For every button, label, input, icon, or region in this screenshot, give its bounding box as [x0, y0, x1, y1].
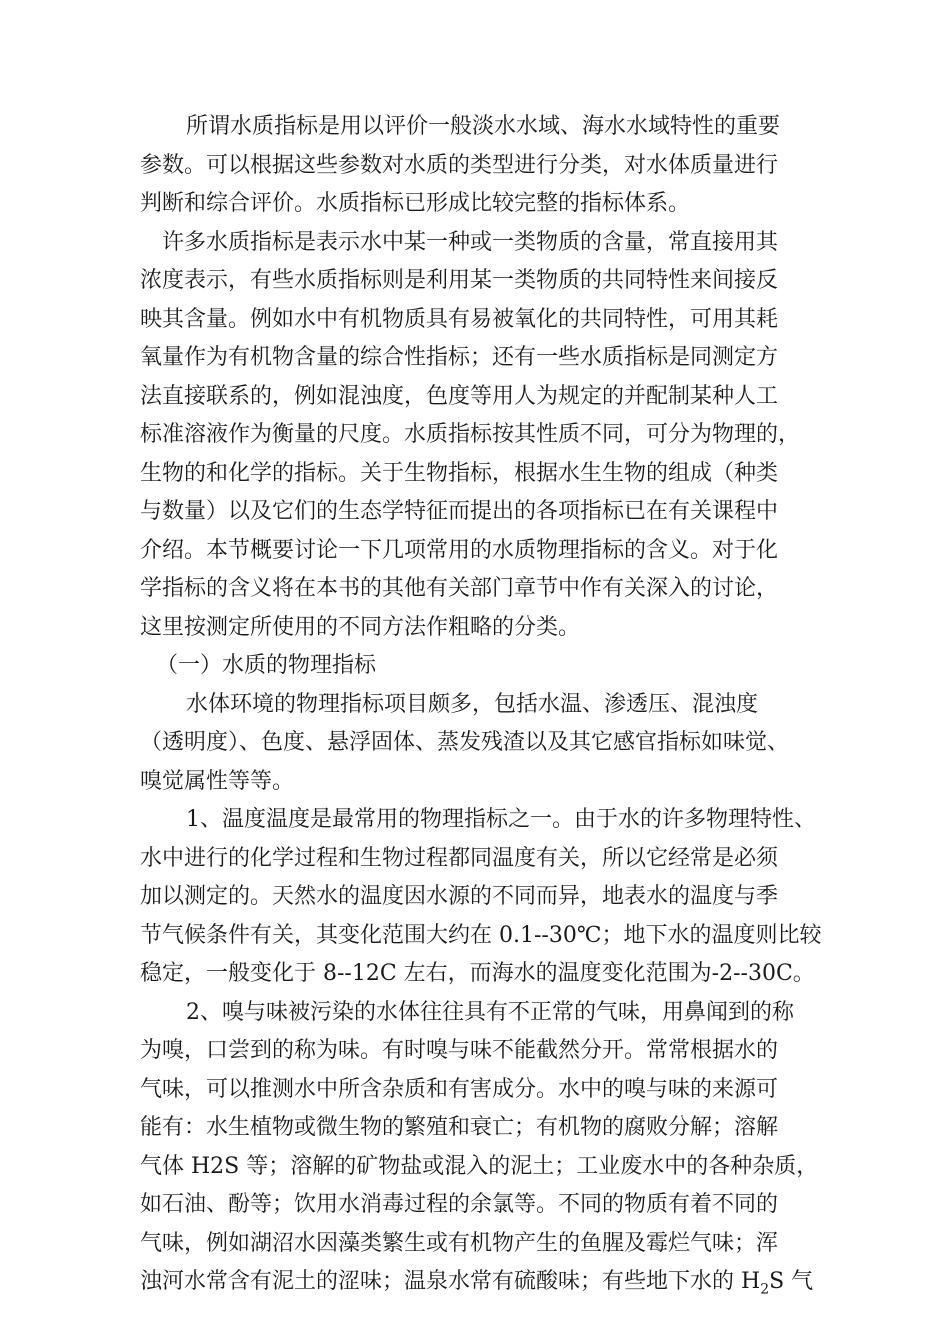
text-line: 加以测定的。天然水的温度因水源的不同而异，地表水的温度与季	[140, 884, 779, 909]
text-line: 这里按测定所使用的不同方法作粗略的分类。	[140, 614, 581, 640]
text-line: 映其含量。例如水中有机物质具有易被氧化的共同特性，可用其耗	[140, 306, 779, 332]
text-line: 气味，例如湖沼水因藻类繁生或有机物产生的鱼腥及霉烂气味；浑	[140, 1230, 779, 1256]
text-line: 嗅觉属性等等。	[140, 768, 295, 794]
text-line: （透明度）、色度、悬浮固体、蒸发残渣以及其它感官指标如味觉、	[140, 730, 790, 755]
text-line: 如石油、酚等；饮用水消毒过程的余氯等。不同的物质有着不同的	[140, 1192, 779, 1217]
text-line-part: S 气	[769, 1269, 814, 1294]
text-line: 法直接联系的，例如混浊度，色度等用人为规定的并配制某种人工	[140, 383, 779, 409]
text-line: 所谓水质指标是用以评价一般淡水水域、海水水域特性的重要	[186, 114, 781, 139]
text-line: 与数量）以及它们的生态学特征而提出的各项指标已在有关课程中	[140, 499, 779, 524]
text-line: 为嗅，口尝到的称为味。有时嗅与味不能截然分开。常常根据水的	[140, 1038, 779, 1063]
text-line: 介绍。本节概要讨论一下几项常用的水质物理指标的含义。对于化	[140, 537, 779, 563]
text-line: 水体环境的物理指标项目颇多，包括水温、渗透压、混浊度	[186, 691, 759, 717]
text-line: 判断和综合评价。水质指标已形成比较完整的指标体系。	[140, 191, 691, 216]
text-line: 水中进行的化学过程和生物过程都同温度有关，所以它经常是必须	[140, 845, 779, 871]
text-line: 标准溶液作为衡量的尺度。水质指标按其性质不同，可分为物理的，	[140, 422, 801, 447]
subscript: 2	[760, 1281, 770, 1298]
text-line: 气味，可以推测水中所含杂质和有害成分。水中的嗅与味的来源可	[140, 1076, 779, 1102]
text-line: 气体 H2S 等；溶解的矿物盐或混入的泥土；工业废水中的各种杂质，	[140, 1153, 819, 1179]
text-line: 节气候条件有关，其变化范围大约在 0.1--30℃；地下水的温度则比较	[140, 922, 822, 948]
text-line: 学指标的含义将在本书的其他有关部门章节中作有关深入的讨论，	[140, 576, 779, 601]
text-line: 生物的和化学的指标。关于生物指标，根据水生生物的组成（种类	[140, 460, 779, 486]
text-line: 氧量作为有机物含量的综合性指标；还有一些水质指标是同测定方	[140, 345, 779, 370]
text-line: 2、嗅与味被污染的水体往往具有不正常的气味，用鼻闻到的称	[186, 999, 794, 1025]
text-line-last	[140, 1263, 830, 1302]
text-line-part: H	[741, 1269, 761, 1294]
text-line: 浓度表示，有些水质指标则是利用某一类物质的共同特性来间接反	[140, 268, 779, 293]
text-line: 参数。可以根据这些参数对水质的类型进行分类，对水体质量进行	[140, 152, 779, 178]
text-line: 稳定，一般变化于 8--12C 左右，而海水的温度变化范围为-2--30C。	[140, 961, 815, 986]
section-heading: （一）水质的物理指标	[156, 653, 377, 678]
text-line: 许多水质指标是表示水中某一种或一类物质的含量，常直接用其	[162, 229, 779, 255]
text-line-part: 浊河水常含有泥土的涩味；温泉水常有硫酸味；有些地下水的	[140, 1269, 741, 1294]
text-line: 1、温度温度是最常用的物理指标之一。由于水的许多物理特性、	[186, 807, 816, 832]
text-line: 能有：水生植物或微生物的繁殖和衰亡；有机物的腐败分解；溶解	[140, 1115, 779, 1140]
document-body	[140, 108, 830, 1302]
